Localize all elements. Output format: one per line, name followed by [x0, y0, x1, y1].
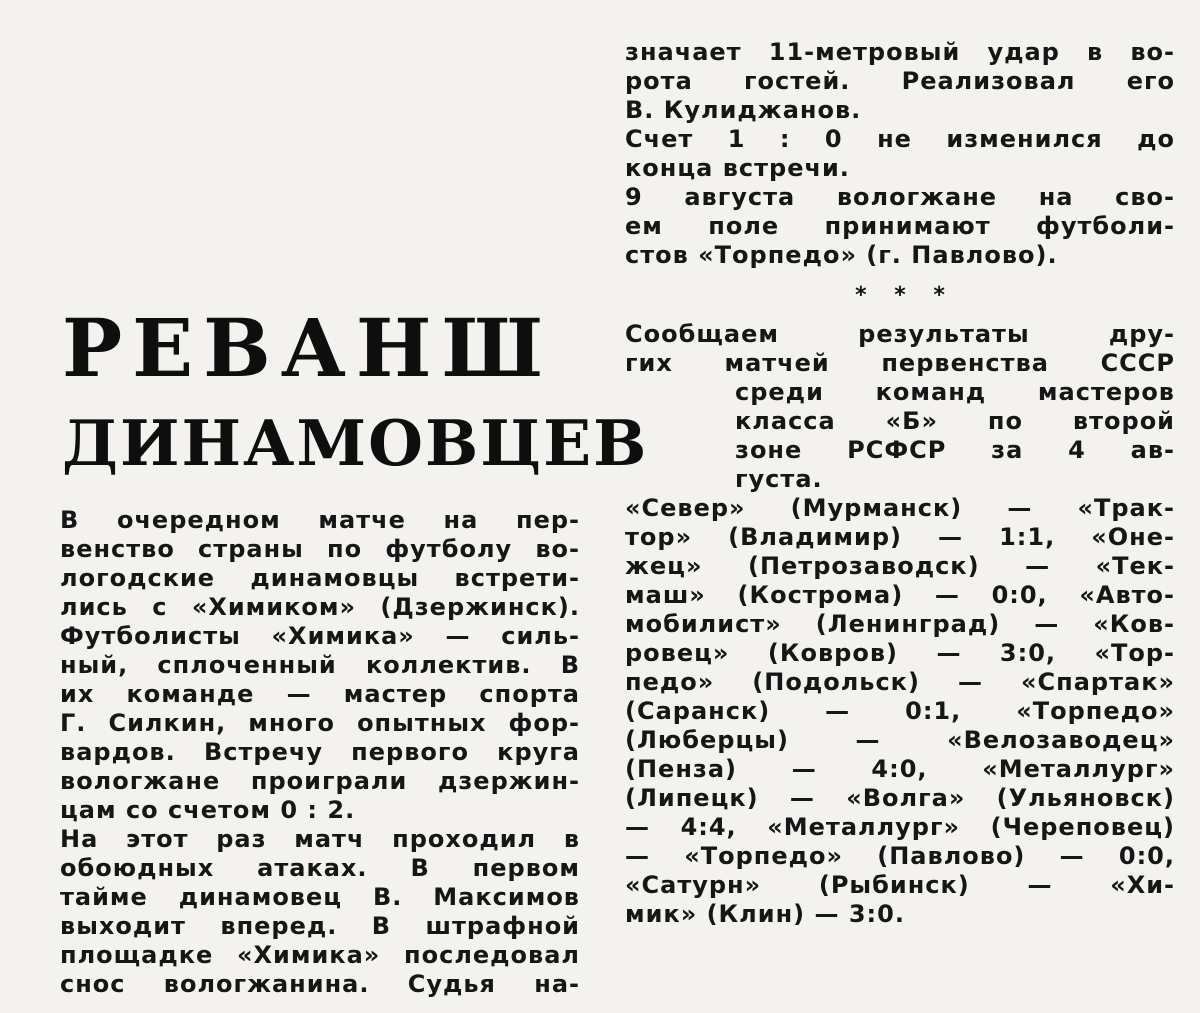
text-line: тор» (Владимир) — 1:1, «Оне-: [625, 523, 1175, 551]
text-line: рота гостей. Реализовал его: [625, 67, 1175, 95]
text-line: — «Торпедо» (Павлово) — 0:0,: [625, 842, 1175, 870]
text-line: ем поле принимают футболи-: [625, 212, 1175, 240]
text-line: выходит вперед. В штрафной: [60, 912, 580, 940]
text-line: жец» (Петрозаводск) — «Тек-: [625, 552, 1175, 580]
article-left-column: [60, 506, 580, 999]
text-line: мобилист» (Ленинград) — «Ков-: [625, 610, 1175, 638]
results-report-column: [625, 320, 1175, 929]
text-line: (Саранск) — 0:1, «Торпедо»: [625, 697, 1175, 725]
text-line: (Люберцы) — «Велозаводец»: [625, 726, 1175, 754]
text-line: мик» (Клин) — 3:0.: [625, 900, 905, 928]
text-line: В очередном матче на пер-: [60, 506, 580, 534]
text-line: стов «Торпедо» (г. Павлово).: [625, 241, 1058, 269]
text-line: среди команд мастеров: [735, 378, 1175, 406]
faded-bleedthrough-text: [20, 10, 600, 300]
text-line: 9 августа вологжане на сво-: [625, 183, 1175, 211]
headline-line-2: ДИНАМОВЦЕВ: [62, 406, 649, 480]
text-line: ровец» (Ковров) — 3:0, «Тор-: [625, 639, 1175, 667]
text-line: педо» (Подольск) — «Спартак»: [625, 668, 1175, 696]
text-line: В. Кулиджанов.: [625, 96, 862, 124]
text-line: «Сатурн» (Рыбинск) — «Хи-: [625, 871, 1175, 899]
text-line: венство страны по футболу во-: [60, 535, 580, 563]
text-line: вардов. Встречу первого круга: [60, 738, 580, 766]
headline-line-1: РЕВАНШ: [62, 301, 553, 395]
text-line: лись с «Химиком» (Дзержинск).: [60, 593, 580, 621]
text-line: гих матчей первенства СССР: [625, 349, 1175, 377]
section-separator: * * *: [855, 283, 955, 308]
text-line: конца встречи.: [625, 154, 850, 182]
text-line: вологжане проиграли дзержин-: [60, 767, 580, 795]
text-line: (Липецк) — «Волга» (Ульяновск): [625, 784, 1175, 812]
text-line: снос вологжанина. Судья на-: [60, 970, 580, 998]
text-line: ный, сплоченный коллектив. В: [60, 651, 580, 679]
text-line: тайме динамовец В. Максимов: [60, 883, 580, 911]
text-line: зоне РСФСР за 4 ав-: [735, 436, 1175, 464]
text-line: площадке «Химика» последовал: [60, 941, 580, 969]
text-line: значает 11-метровый удар в во-: [625, 38, 1175, 66]
text-line: (Пенза) — 4:0, «Металлург»: [625, 755, 1175, 783]
text-line: Г. Силкин, много опытных фор-: [60, 709, 580, 737]
text-line: цам со счетом 0 : 2.: [60, 796, 356, 824]
article-right-column-top: [625, 38, 1175, 270]
text-line: обоюдных атаках. В первом: [60, 854, 580, 882]
text-line: логодские динамовцы встрети-: [60, 564, 580, 592]
text-line: их команде — мастер спорта: [60, 680, 580, 708]
text-line: На этот раз матч проходил в: [60, 825, 580, 853]
text-line: густа.: [735, 465, 823, 493]
text-line: Счет 1 : 0 не изменился до: [625, 125, 1175, 153]
text-line: Сообщаем результаты дру-: [625, 320, 1175, 348]
text-line: «Север» (Мурманск) — «Трак-: [625, 494, 1175, 522]
text-line: Футболисты «Химика» — силь-: [60, 622, 580, 650]
text-line: маш» (Кострома) — 0:0, «Авто-: [625, 581, 1175, 609]
text-line: — 4:4, «Металлург» (Череповец): [625, 813, 1175, 841]
text-line: класса «Б» по второй: [735, 407, 1175, 435]
